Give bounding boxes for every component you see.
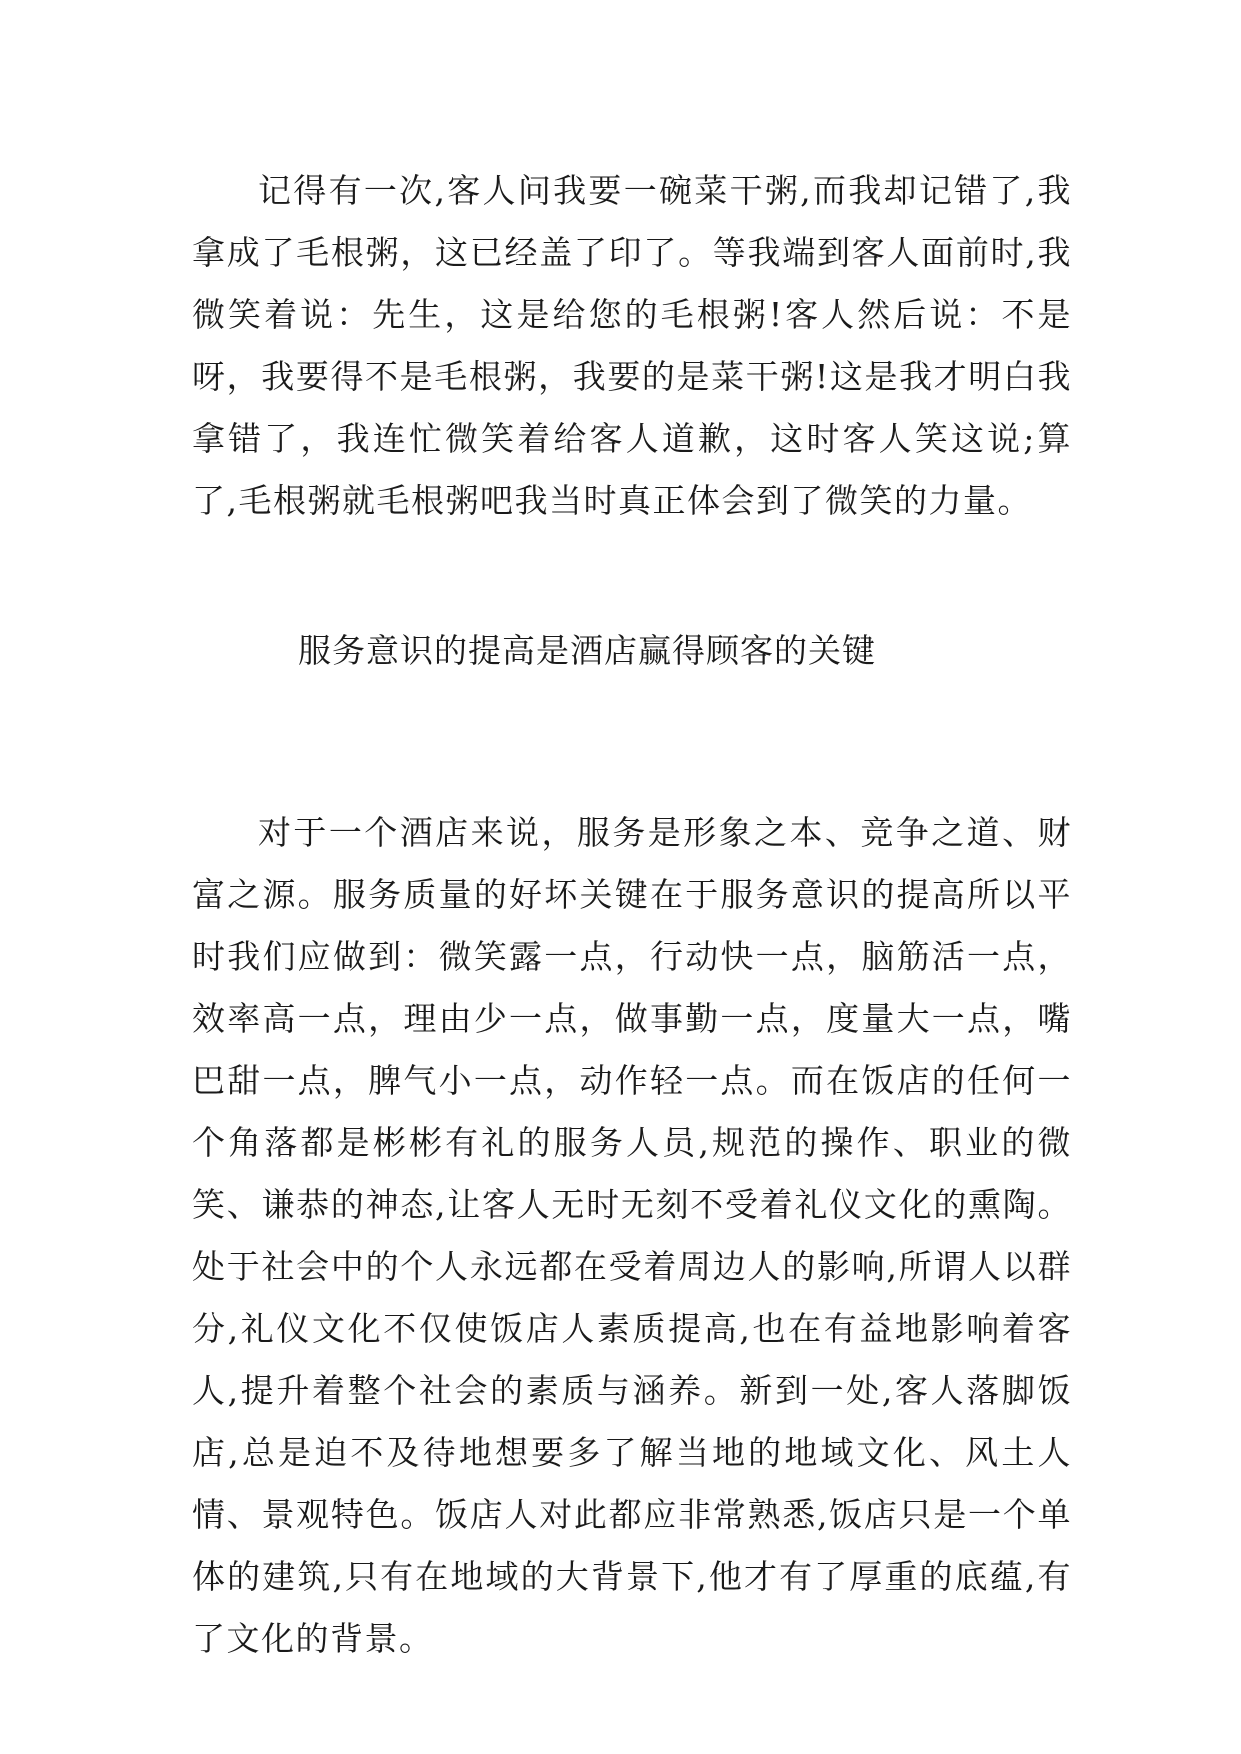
paragraph-smile-story: 记得有一次,客人问我要一碗菜干粥,而我却记错了,我拿成了毛根粥，这已经盖了印了。等我端到客人面前时,我微笑着说：先生，这是给您的毛根粥!客人然后说：不是呀，我要得不是毛根粥，我要的是菜干粥!这是我才明白我拿错了，我连忙微笑着给客人道歉，这时客人笑这说;算了,毛根粥就毛根粥吧我当时真正体会到了微笑的力量。 [192, 171, 1072, 520]
paragraph-service-awareness: 对于一个酒店来说，服务是形象之本、竞争之道、财富之源。服务质量的好坏关键在于服务意识的提高所以平时我们应做到：微笑露一点，行动快一点，脑筋活一点，效率高一点，理由少一点，做事勤一点，度量大一点，嘴巴甜一点，脾气小一点，动作轻一点。而在饭店的任何一个角落都是彬彬有礼的服务人员,规范的操作、职业的微笑、谦恭的神态,让客人无时无刻不受着礼仪文化的熏陶。处于社会中的个人永远都在受着周边人的影响,所谓人以群分,礼仪文化不仅使饭店人素质提高,也在有益地影响着客人,提升着整个社会的素质与涵养。新到一处,客人落脚饭店,总是迫不及待地想要多了解当地的地域文化、风土人情、景观特色。饭店人对此都应非常熟悉,饭店只是一个单体的建筑,只有在地域的大背景下,他才有了厚重的底蕴,有了文化的背景。 [192, 813, 1072, 1658]
section-heading: 服务意识的提高是酒店赢得顾客的关键 [298, 631, 876, 670]
